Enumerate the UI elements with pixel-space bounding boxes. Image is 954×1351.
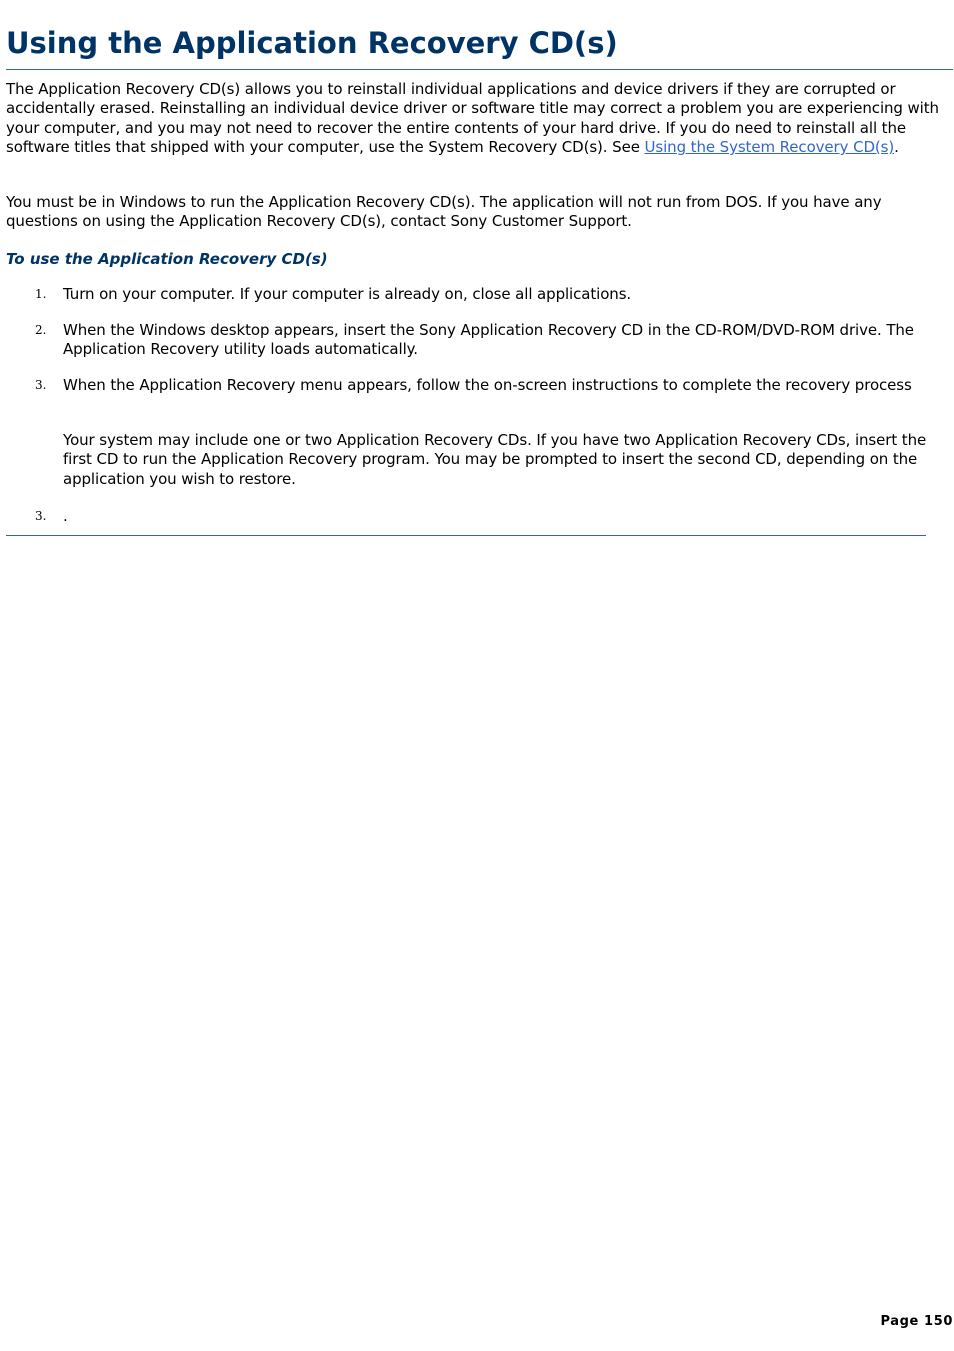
- procedure-heading: To use the Application Recovery CD(s): [6, 250, 328, 268]
- step-text: When the Windows desktop appears, insert the Sony Application Recovery CD in the CD-ROM/DVD-ROM drive. The Application Recovery utility loads automatically.: [63, 321, 914, 359]
- step-text: When the Application Recovery menu appears, follow the on-screen instructions to complete the recovery process: [63, 376, 912, 394]
- step-number: 3.: [35, 378, 47, 392]
- step-number: 3.: [35, 509, 47, 523]
- intro-text-end: .: [894, 138, 899, 157]
- intro-text: The Application Recovery CD(s) allows you to reinstall individual applications and device drivers if they are corrupted or accidentally erased. Reinstalling an individual device driver or software title may correct a problem you are experiencing with your computer, and you may not need to recover the entire contents of your hard drive. If you do need to reinstall all the software titles that shipped with your computer, use the System Recovery CD(s). See: [6, 80, 939, 157]
- page-title: Using the Application Recovery CD(s): [6, 26, 618, 60]
- windows-requirement-paragraph: You must be in Windows to run the Application Recovery CD(s). The application will not run from DOS. If you have any questions on using the Application Recovery CD(s), contact Sony Customer Support.: [6, 193, 882, 231]
- intro-paragraph: [6, 80, 948, 158]
- step-number: 1.: [35, 287, 47, 301]
- system-recovery-link[interactable]: Using the System Recovery CD(s): [644, 138, 895, 157]
- step-note: Your system may include one or two Application Recovery CDs. If you have two Application Recovery CDs, insert the first CD to run the Application Recovery program. You may be prompted to insert the second CD, depending on the application you wish to restore.: [63, 431, 927, 488]
- step-text: .: [63, 507, 68, 525]
- content-divider: [6, 535, 926, 536]
- step-text: Turn on your computer. If your computer is already on, close all applications.: [63, 285, 632, 303]
- title-divider: [6, 69, 953, 70]
- page-number: Page 150: [880, 1314, 953, 1329]
- step-number: 2.: [35, 323, 47, 337]
